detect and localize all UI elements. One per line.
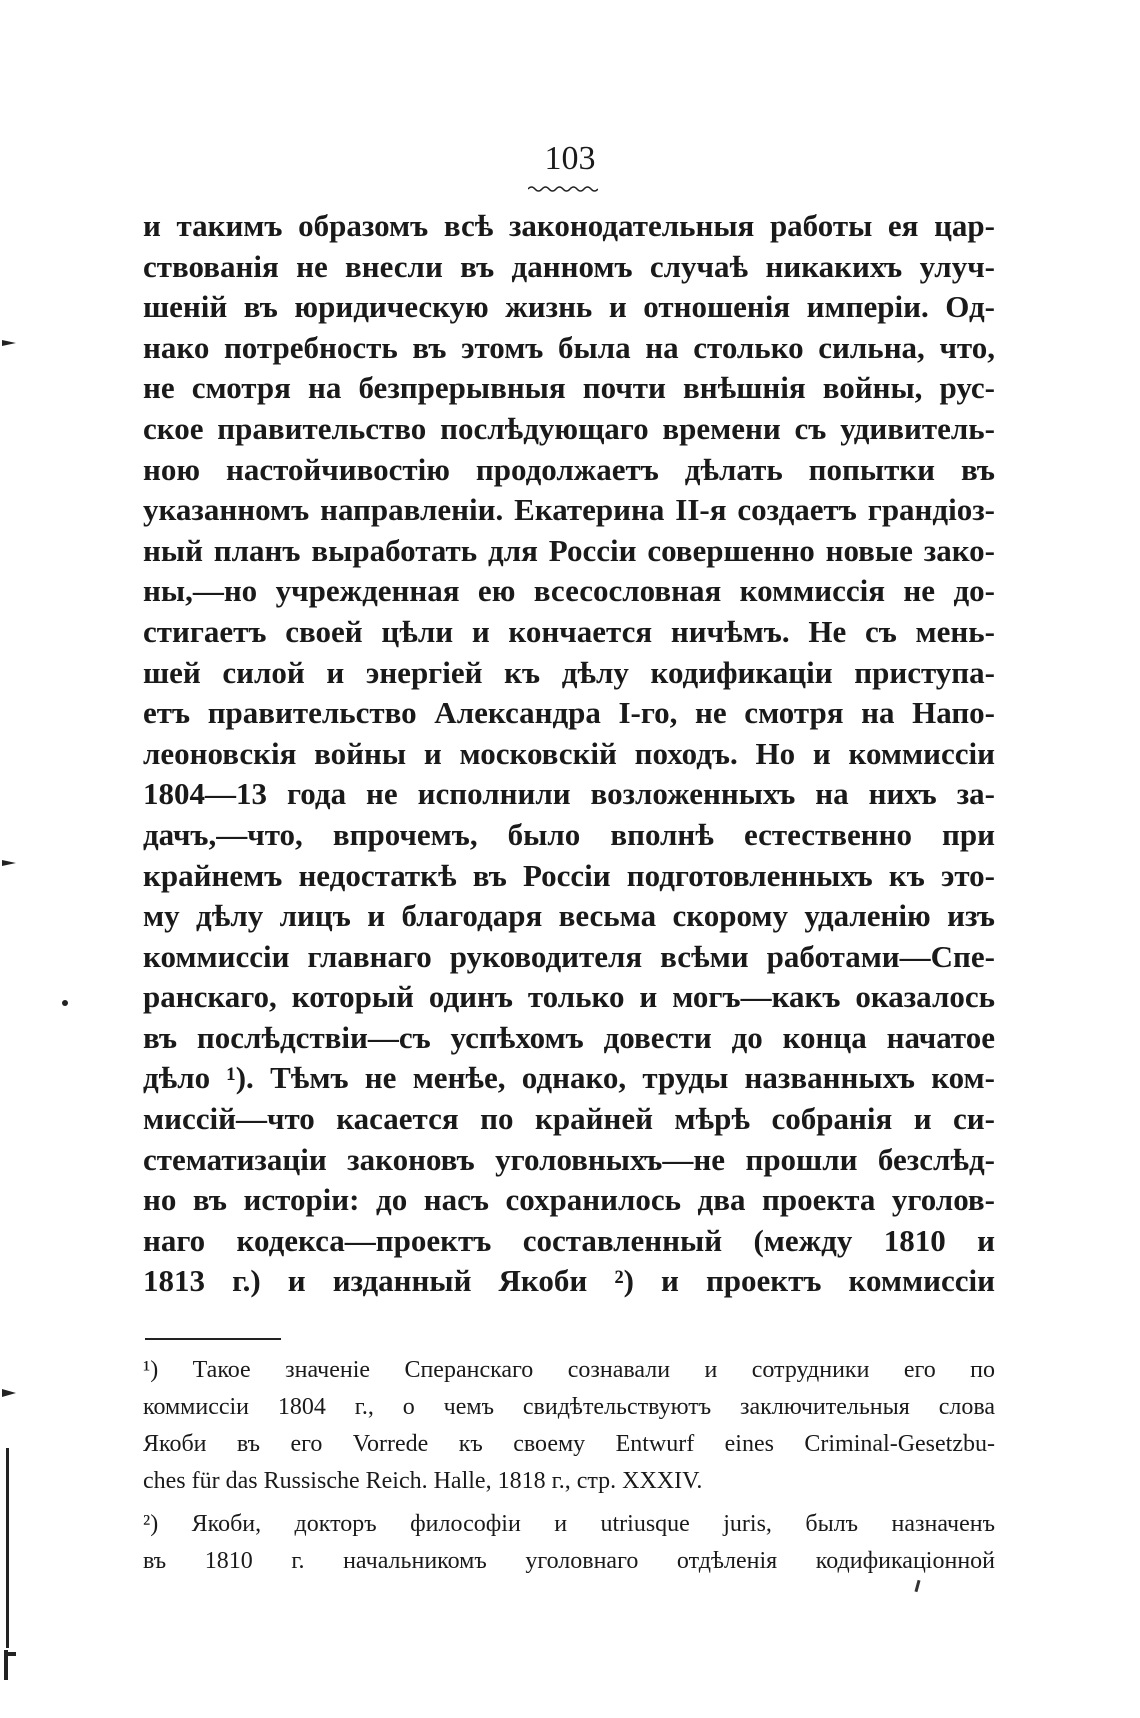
footnote-line: ¹) Такое значеніе Сперанскаго сознавали и сотрудники его по xyxy=(143,1357,995,1383)
text-line: дачъ,—что, впрочемъ, было вполнѣ естественно при xyxy=(143,816,995,852)
footnotes xyxy=(143,1352,995,1580)
footnote-line: въ 1810 г. начальникомъ уголовнаго отдѣленія кодификаціонной xyxy=(143,1548,995,1574)
footnote-line: коммиссіи 1804 г., о чемъ свидѣтельствуютъ заключительныя слова xyxy=(143,1394,995,1420)
footnote-separator xyxy=(145,1338,281,1340)
text-line: нако потребность въ этомъ была на столько сильна, что, xyxy=(143,329,995,365)
stray-mark xyxy=(914,1580,920,1592)
text-line: но въ исторіи: до насъ сохранилось два проекта уголов- xyxy=(143,1182,995,1218)
text-line: въ послѣдствіи—съ успѣхомъ довести до конца начатое xyxy=(143,1019,995,1055)
footnote-1 xyxy=(143,1352,995,1500)
page-number: 103 xyxy=(544,140,596,177)
text-line: стематизаціи законовъ уголовныхъ—не прошли безслѣд- xyxy=(143,1141,995,1177)
text-line: указанномъ направленіи. Екатерина II-я создаетъ грандіоз- xyxy=(143,492,995,528)
text-line: крайнемъ недостаткѣ въ Россіи подготовленныхъ къ это- xyxy=(143,857,995,893)
text-line: ранскаго, который одинъ только и могъ—какъ оказалось xyxy=(143,979,995,1015)
text-line: шеній въ юридическую жизнь и отношенія имперіи. Од- xyxy=(143,289,995,325)
text-line: ское правительство послѣдующаго времени съ удивитель- xyxy=(143,410,995,446)
text-line: шей силой и энергіей къ дѣлу кодификаціи приступа- xyxy=(143,654,995,690)
margin-arrow-icon xyxy=(2,858,16,868)
text-line: ный планъ выработать для Россіи совершенно новые зако- xyxy=(143,532,995,568)
margin-bar xyxy=(6,1448,9,1648)
footnote-2 xyxy=(143,1506,995,1580)
text-line: коммиссіи главнаго руководителя всѣми работами—Спе- xyxy=(143,938,995,974)
footnote-line: ches für das Russische Reich. Halle, 1818 г., стр. XXXIV. xyxy=(143,1468,703,1494)
text-line: стигаетъ своей цѣли и кончается ничѣмъ. Не съ мень- xyxy=(143,613,995,649)
footnote-line: ²) Якоби, докторъ философіи и utriusque juris, былъ назначенъ xyxy=(143,1511,995,1537)
text-line: ною настойчивостію продолжаетъ дѣлать попытки въ xyxy=(143,451,995,487)
margin-bracket-icon xyxy=(2,1650,18,1680)
text-line: 1804—13 года не исполнили возложенныхъ на нихъ за- xyxy=(143,776,995,812)
text-line: дѣло ¹). Тѣмъ не менѣе, однако, труды названныхъ ком- xyxy=(143,1060,995,1096)
text-line: ствованія не внесли въ данномъ случаѣ никакихъ улуч- xyxy=(143,248,995,284)
text-line: леоновскія войны и московскій походъ. Но и коммиссіи xyxy=(143,735,995,771)
text-line: и такимъ образомъ всѣ законодательныя работы ея цар- xyxy=(143,208,995,243)
page-number-ornament xyxy=(528,185,598,193)
margin-arrow-icon xyxy=(2,338,16,348)
text-line: му дѣлу лицъ и благодаря весьма скорому удаленію изъ xyxy=(143,898,995,934)
text-line: не смотря на безпрерывныя почти внѣшнія войны, рус- xyxy=(143,370,995,406)
text-line: наго кодекса—проектъ составленный (между 1810 и xyxy=(143,1222,995,1258)
text-line: етъ правительство Александра I-го, не смотря на Напо- xyxy=(143,695,995,731)
text-line: 1813 г.) и изданный Якоби ²) и проектъ коммиссіи xyxy=(143,1263,995,1299)
text-line: миссій—что касается по крайней мѣрѣ собранія и си- xyxy=(143,1101,995,1137)
text-line: ны,—но учрежденная ею всесословная коммиссія не до- xyxy=(143,573,995,609)
margin-arrow-icon xyxy=(2,1388,16,1398)
margin-dot xyxy=(62,1000,68,1006)
footnote-line: Якоби въ его Vorrede къ своему Entwurf eines Criminal-Gesetzbu- xyxy=(143,1431,995,1457)
main-text xyxy=(143,206,995,1302)
